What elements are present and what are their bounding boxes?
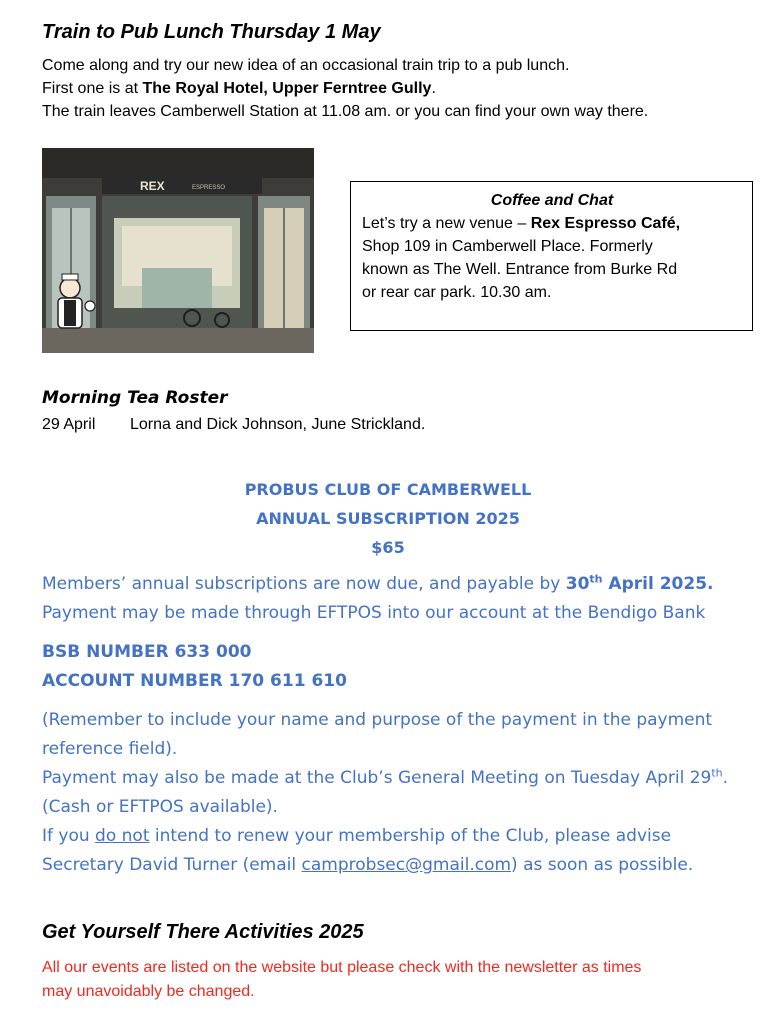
secretary-email-link[interactable]: camprobsec@gmail.com (301, 855, 512, 875)
roster-names: Lorna and Dick Johnson, June Strickland. (130, 416, 426, 433)
coffee-line-2: Shop 109 in Camberwell Place. Formerly (362, 238, 653, 255)
subscription-amount: $65 (371, 538, 405, 557)
activities-title: Get Yourself There Activities 2025 (42, 921, 364, 943)
coffee-line-1: Let’s try a new venue – Rex Espresso Café, (362, 215, 681, 232)
payment-line: Payment may be made through EFTPOS into our account at the Bendigo Bank (42, 603, 706, 623)
remember-line-2: reference field). (42, 739, 178, 759)
roster-date: 29 April (42, 416, 96, 433)
train-line-1: Come along and try our new idea of an occasional train trip to a pub lunch. (42, 57, 570, 74)
do-not-emphasis: do not (95, 826, 150, 846)
cafe-photo (42, 148, 314, 353)
remember-line-1: (Remember to include your name and purpose of the payment in the payment (42, 710, 713, 730)
roster-entry (42, 414, 425, 436)
train-line-2: First one is at The Royal Hotel, Upper Ferntree Gully. (42, 80, 436, 97)
coffee-chat-box (350, 181, 753, 331)
cafe-sign: REX (140, 179, 165, 193)
pub-name: The Royal Hotel, Upper Ferntree Gully (142, 80, 432, 97)
subscription-heading: ANNUAL SUBSCRIPTION 2025 (256, 509, 520, 528)
account-number: ACCOUNT NUMBER 170 611 610 (42, 671, 347, 691)
club-heading: PROBUS CLUB OF CAMBERWELL (244, 480, 532, 499)
roster-title: Morning Tea Roster (42, 388, 228, 408)
meeting-line: Payment may also be made at the Club’s General Meeting on Tuesday April 29th. (42, 766, 729, 788)
train-line-3: The train leaves Camberwell Station at 11.08 am. or you can find your own way there. (42, 103, 649, 120)
activities-note (42, 956, 641, 1004)
coffee-title: Coffee and Chat (490, 192, 614, 209)
cafe-photo-illustration (42, 148, 314, 353)
train-intro (42, 54, 648, 123)
due-line: Members’ annual subscriptions are now due, and payable by 30th April 2025. (42, 572, 714, 594)
cash-line: (Cash or EFTPOS available). (42, 797, 278, 817)
venue-name: Rex Espresso Café, (530, 215, 681, 232)
activities-line-2: may unavoidably be changed. (42, 983, 255, 1000)
bsb-number: BSB NUMBER 633 000 (42, 642, 252, 662)
coffee-line-4: or rear car park. 10.30 am. (362, 284, 552, 301)
train-title: Train to Pub Lunch Thursday 1 May (42, 21, 381, 43)
cafe-sign-sub: ESPRESSO (192, 185, 226, 191)
activities-line-1: All our events are listed on the website but please check with the newsletter as times (42, 959, 642, 976)
coffee-line-3: known as The Well. Entrance from Burke Rd (362, 261, 678, 278)
due-date: 30th April 2025. (565, 572, 714, 594)
renew-line: If you do not intend to renew your membership of the Club, please advise (42, 826, 672, 846)
secretary-line: Secretary David Turner (email camprobsec@gmail.com) as soon as possible. (42, 855, 694, 875)
